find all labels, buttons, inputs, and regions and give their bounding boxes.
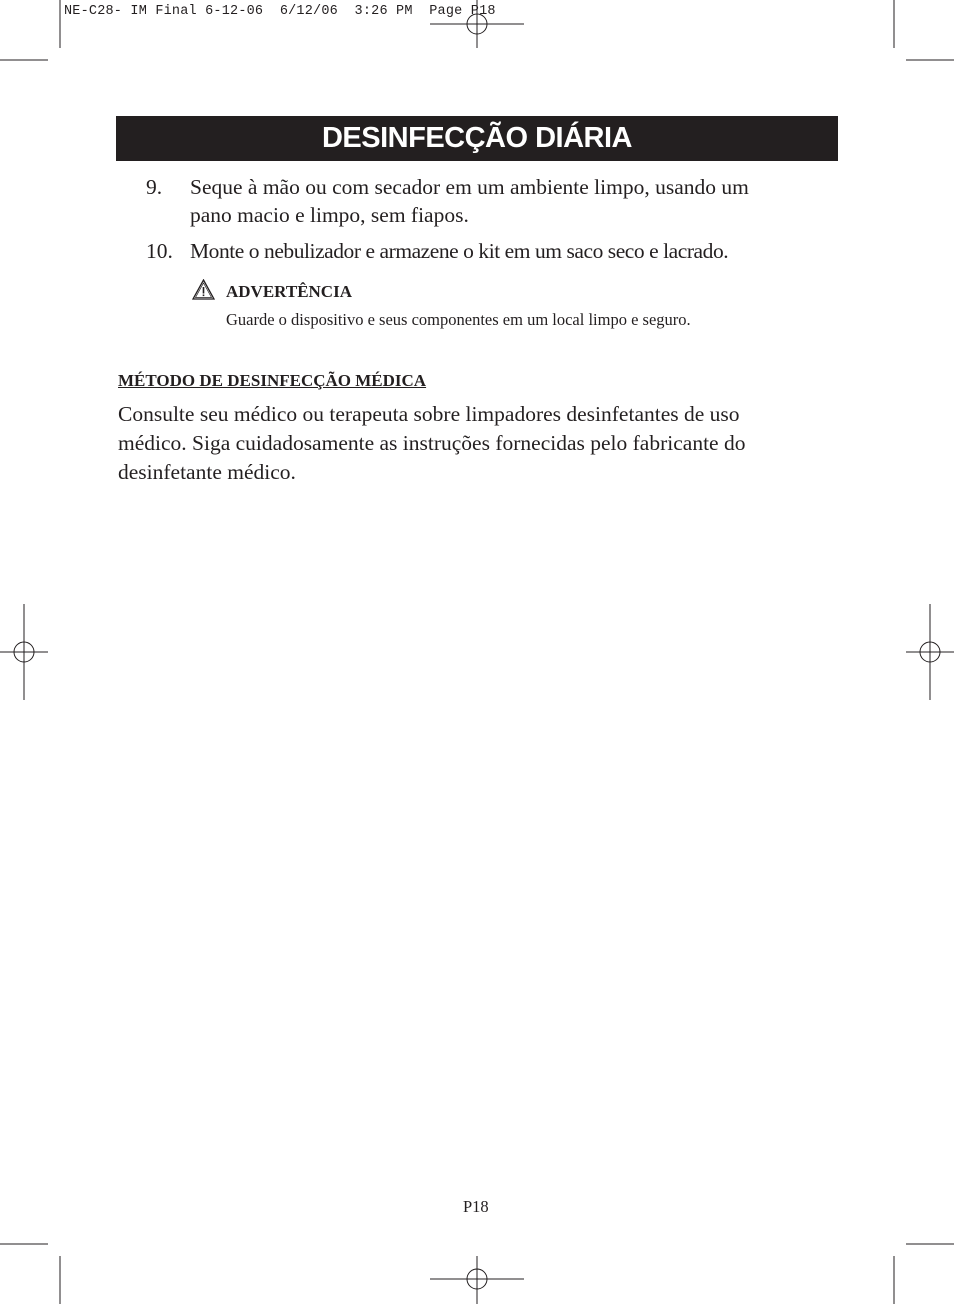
page-title-bar [116,116,838,161]
page-title: DESINFECÇÃO DIÁRIA [321,122,632,154]
section-heading: MÉTODO DE DESINFECÇÃO MÉDICA [118,371,427,390]
step-text-line: Monte o nebulizador e armazene o kit em um saco seco e lacrado. [190,239,729,263]
warning-text: Guarde o dispositivo e seus componentes em um local limpo e seguro. [226,310,691,329]
section-paragraph [118,400,838,487]
page-number: P18 [463,1197,489,1216]
paragraph-line: médico. Siga cuidadosamente as instruções fornecidas pelo fabricante do [118,431,746,455]
step-number: 10. [146,239,173,263]
step-text-line: pano macio e limpo, sem fiapos. [190,203,469,227]
print-slug-line: NE-C28- IM Final 6-12-06 6/12/06 3:26 PM Page P18 [64,4,496,19]
step-text-line: Seque à mão ou com secador em um ambiente limpo, usando um [190,175,749,199]
paragraph-line: Consulte seu médico ou terapeuta sobre limpadores desinfetantes de uso [118,402,740,426]
warning-heading: ADVERTÊNCIA [226,282,352,301]
paragraph-line: desinfetante médico. [118,460,296,484]
step-number: 9. [146,175,163,199]
warning-triangle-icon [192,279,215,300]
